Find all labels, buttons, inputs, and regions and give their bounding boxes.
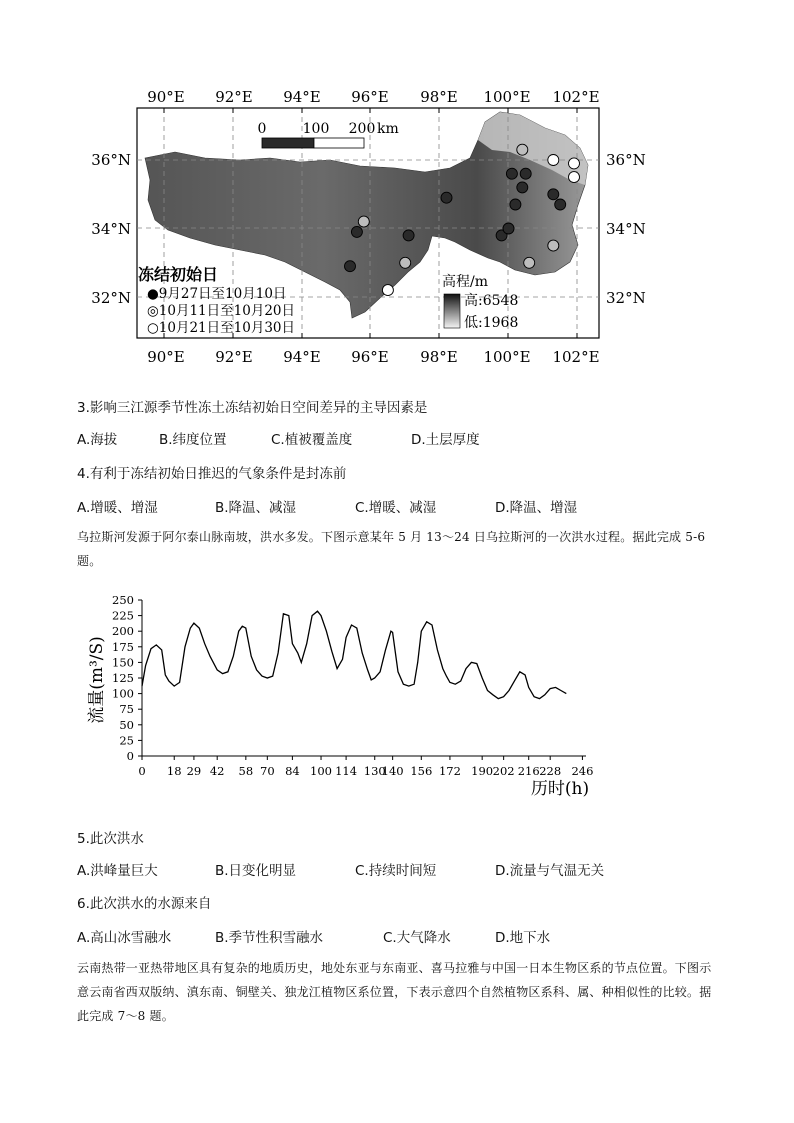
station-marker-dark	[510, 199, 521, 210]
elevation-title: 高程/m	[442, 274, 488, 290]
lon-label-bottom: 92°E	[215, 348, 253, 366]
discharge-line	[142, 611, 566, 698]
station-marker-dark	[555, 199, 566, 210]
y-tick-label: 0	[126, 749, 134, 763]
station-marker-dark	[345, 261, 356, 272]
lon-label-top: 100°E	[483, 88, 531, 106]
lon-label-top: 90°E	[147, 88, 185, 106]
chart-axes	[112, 593, 593, 778]
x-tick-label: 29	[186, 764, 202, 778]
question-6-option-c[interactable]: C.大气降水	[383, 930, 451, 946]
station-marker-dark	[517, 182, 528, 193]
x-tick-label: 228	[539, 764, 562, 778]
y-tick-label: 25	[119, 733, 134, 748]
x-tick-label: 216	[517, 764, 540, 778]
station-marker-gray	[358, 216, 369, 227]
question-4-option-c[interactable]: C.增暖、减湿	[355, 500, 437, 516]
station-marker-dark	[503, 223, 514, 234]
lon-label-bottom: 90°E	[147, 348, 185, 366]
x-tick-label: 18	[166, 764, 182, 778]
flood-discharge-chart	[0, 585, 794, 805]
lon-label-bottom: 98°E	[420, 348, 458, 366]
legend-item: ●9月27日至10月10日	[147, 286, 287, 302]
question-3-stem: 3.影响三江源季节性冻土冻结初始日空间差异的主导因素是	[77, 400, 428, 416]
x-tick-label: 156	[410, 764, 433, 778]
y-tick-label: 50	[119, 717, 134, 732]
elevation-high: 高:6548	[464, 293, 519, 309]
passage-yunnan-flora: 云南热带一亚热带地区具有复杂的地质历史，地处东亚与东南亚、喜马拉雅与中国一日本生物区系的节点位置。下图示意云南省西双版纳、滇东南、铜壁关、独龙江植物区系位置，下表示意四个自然植物区系科、属、种相似性的比较。据此完成 7～8 题。	[77, 961, 712, 1023]
station-marker-white	[382, 285, 393, 296]
station-marker-white	[569, 172, 580, 183]
question-3-option-d[interactable]: D.土层厚度	[411, 432, 480, 448]
station-marker-gray	[517, 144, 528, 155]
question-3-option-a[interactable]: A.海拔	[77, 432, 118, 448]
lon-label-bottom: 102°E	[552, 348, 600, 366]
station-marker-white	[548, 155, 559, 166]
scale-tick-label: 100	[302, 121, 330, 137]
lon-label-top: 102°E	[552, 88, 600, 106]
question-4-option-d[interactable]: D.降温、增湿	[495, 500, 578, 516]
lat-label-right: 34°N	[606, 220, 646, 238]
station-marker-dark	[506, 168, 517, 179]
station-marker-gray	[400, 257, 411, 268]
question-6-option-d[interactable]: D.地下水	[495, 930, 551, 946]
lon-label-top: 92°E	[215, 88, 253, 106]
y-tick-label: 175	[112, 639, 134, 654]
question-4-stem: 4.有利于冻结初始日推迟的气象条件是封冻前	[77, 466, 347, 482]
station-marker-dark	[351, 226, 362, 237]
lon-label-top: 94°E	[283, 88, 321, 106]
y-tick-label: 75	[119, 702, 134, 717]
question-4-option-a[interactable]: A.增暖、增湿	[77, 500, 158, 516]
elevation-low: 低:1968	[464, 315, 519, 331]
x-tick-label: 172	[438, 764, 461, 778]
question-5-option-d[interactable]: D.流量与气温无关	[495, 863, 605, 879]
x-tick-label: 84	[285, 764, 300, 778]
scale-unit: km	[377, 121, 399, 137]
y-tick-label: 200	[112, 624, 134, 639]
y-tick-label: 125	[112, 671, 134, 685]
question-6-option-b[interactable]: B.季节性积雪融水	[215, 930, 324, 946]
station-marker-dark	[403, 230, 414, 241]
question-5-stem: 5.此次洪水	[77, 831, 144, 847]
chart-xlabel: 历时(h)	[530, 779, 590, 799]
x-tick-label: 58	[238, 764, 254, 778]
x-tick-label: 140	[381, 764, 404, 778]
scale-tick-label: 200	[348, 121, 376, 137]
lon-label-top: 98°E	[420, 88, 458, 106]
question-6-stem: 6.此次洪水的水源来自	[77, 896, 212, 912]
question-6-option-a[interactable]: A.高山冰雪融水	[77, 930, 172, 946]
lat-label-left: 32°N	[91, 289, 131, 307]
y-tick-label: 150	[112, 655, 134, 670]
question-3-option-c[interactable]: C.植被覆盖度	[271, 432, 353, 448]
chart-ylabel: 流量(m³/S)	[87, 636, 107, 724]
question-5-option-b[interactable]: B.日变化明显	[215, 863, 297, 879]
lon-label-bottom: 96°E	[351, 348, 389, 366]
x-tick-label: 130	[363, 764, 386, 778]
y-tick-label: 225	[112, 608, 134, 623]
lat-label-left: 34°N	[91, 220, 131, 238]
lon-label-top: 96°E	[351, 88, 389, 106]
x-tick-label: 42	[209, 764, 225, 778]
question-5-option-c[interactable]: C.持续时间短	[355, 863, 437, 879]
y-tick-label: 250	[112, 593, 134, 607]
x-tick-label: 246	[571, 764, 594, 778]
station-marker-white	[569, 158, 580, 169]
station-marker-gray	[548, 240, 559, 251]
x-tick-label: 100	[310, 764, 333, 778]
scale-tick-label: 0	[257, 121, 267, 137]
x-tick-label: 202	[492, 764, 515, 778]
question-4-option-b[interactable]: B.降温、减湿	[215, 500, 297, 516]
station-marker-gray	[524, 257, 535, 268]
x-tick-label: 190	[471, 764, 494, 778]
legend-item: ◎10月11日至10月20日	[147, 303, 295, 319]
question-5-option-a[interactable]: A.洪峰量巨大	[77, 863, 158, 879]
y-tick-label: 100	[112, 686, 134, 701]
station-marker-dark	[520, 168, 531, 179]
x-tick-label: 0	[138, 764, 146, 778]
station-marker-dark	[441, 192, 452, 203]
lat-label-right: 32°N	[606, 289, 646, 307]
lon-label-bottom: 100°E	[483, 348, 531, 366]
lat-label-right: 36°N	[606, 151, 646, 169]
legend-item: ○10月21日至10月30日	[147, 320, 295, 336]
x-tick-label: 114	[335, 764, 358, 778]
x-tick-label: 70	[260, 764, 275, 778]
frozen-soil-map	[0, 0, 794, 380]
lat-label-left: 36°N	[91, 151, 131, 169]
lon-label-bottom: 94°E	[283, 348, 321, 366]
question-3-option-b[interactable]: B.纬度位置	[159, 432, 227, 448]
station-marker-dark	[548, 189, 559, 200]
legend-title: 冻结初始日	[138, 265, 219, 284]
passage-ulas-river: 乌拉斯河发源于阿尔泰山脉南坡，洪水多发。下图示意某年 5 月 13～24 日乌拉斯河的一次洪水过程。据此完成 5-6 题。	[77, 530, 706, 568]
